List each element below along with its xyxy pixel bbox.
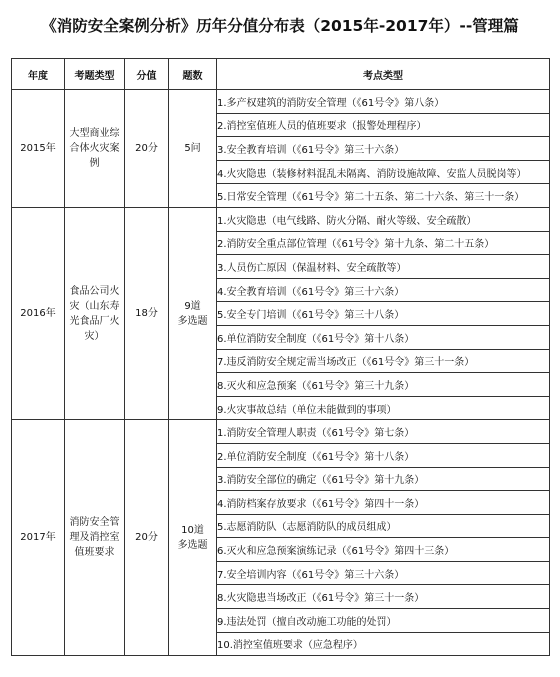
exam-point-cell: 6.单位消防安全制度（《61号令》第十八条） (217, 325, 550, 349)
question-type-cell: 食品公司火灾（山东寿光食品厂火灾） (65, 207, 125, 419)
question-count-cell (169, 420, 217, 656)
header-score: 分值 (125, 59, 169, 90)
exam-point-cell: 8.灭火和应急预案（《61号令》第三十九条） (217, 373, 550, 397)
exam-point-cell: 3.安全教育培训（《61号令》第三十六条） (217, 137, 550, 161)
exam-point-cell: 5.日常安全管理（《61号令》第二十五条、第二十六条、第三十一条） (217, 184, 550, 208)
exam-point-cell: 1.消防安全管理人职责（《61号令》第七条） (217, 420, 550, 444)
exam-point-cell: 5.志愿消防队（志愿消防队的成员组成） (217, 514, 550, 538)
question-count: 5问 (184, 142, 201, 154)
question-count-note: 多选题 (177, 539, 208, 551)
table-row (12, 420, 550, 444)
exam-point-cell: 9.火灾事故总结（单位未能做到的事项） (217, 396, 550, 420)
question-count-cell (169, 90, 217, 208)
score-distribution-table (11, 58, 550, 656)
exam-point-cell: 4.消防档案存放要求（《61号令》第四十一条） (217, 491, 550, 515)
exam-point-cell: 2.消防安全重点部位管理（《61号令》第十九条、第二十五条） (217, 231, 550, 255)
question-count: 10道 (181, 524, 204, 536)
exam-point-cell: 6.灭火和应急预案演练记录（《61号令》第四十三条） (217, 538, 550, 562)
score-cell: 20分 (125, 90, 169, 208)
question-count: 9道 (184, 300, 201, 312)
table-header-row (12, 59, 550, 90)
exam-point-cell: 8.火灾隐患当场改正（《61号令》第三十一条） (217, 585, 550, 609)
table-body (12, 90, 550, 656)
exam-point-cell: 4.安全教育培训（《61号令》第三十六条） (217, 278, 550, 302)
exam-point-cell: 7.违反消防安全规定需当场改正（《61号令》第三十一条） (217, 349, 550, 373)
table-row (12, 90, 550, 114)
header-question-type: 考题类型 (65, 59, 125, 90)
score-cell: 20分 (125, 420, 169, 656)
header-exam-points: 考点类型 (217, 59, 550, 90)
year-cell: 2015年 (12, 90, 65, 208)
question-count-note: 多选题 (177, 315, 208, 327)
exam-point-cell: 3.消防安全部位的确定（《61号令》第十九条） (217, 467, 550, 491)
exam-point-cell: 1.多产权建筑的消防安全管理（《61号令》第八条） (217, 90, 550, 114)
exam-point-cell: 5.安全专门培训（《61号令》第三十八条） (217, 302, 550, 326)
question-count-cell (169, 207, 217, 419)
exam-point-cell: 7.安全培训内容（《61号令》第三十六条） (217, 561, 550, 585)
exam-point-cell: 10.消控室值班要求（应急程序） (217, 632, 550, 656)
page-title: 《消防安全案例分析》历年分值分布表（2015年-2017年）--管理篇 (41, 17, 519, 35)
exam-point-cell: 4.火灾隐患（装修材料混乱未隔离、消防设施故障、安监人员脱岗等） (217, 160, 550, 184)
header-year: 年度 (12, 59, 65, 90)
year-cell: 2017年 (12, 420, 65, 656)
header-question-count: 题数 (169, 59, 217, 90)
question-type-cell: 消防安全管理及消控室值班要求 (65, 420, 125, 656)
exam-point-cell: 1.火灾隐患（电气线路、防火分隔、耐火等级、安全疏散） (217, 207, 550, 231)
exam-point-cell: 2.单位消防安全制度（《61号令》第十八条） (217, 443, 550, 467)
exam-point-cell: 9.违法处罚（擅自改动施工功能的处罚） (217, 609, 550, 633)
table-row (12, 207, 550, 231)
exam-point-cell: 3.人员伤亡原因（保温材料、安全疏散等） (217, 255, 550, 279)
score-cell: 18分 (125, 207, 169, 419)
exam-point-cell: 2.消控室值班人员的值班要求（报警处理程序） (217, 113, 550, 137)
question-type-cell: 大型商业综合体火灾案例 (65, 90, 125, 208)
year-cell: 2016年 (12, 207, 65, 419)
